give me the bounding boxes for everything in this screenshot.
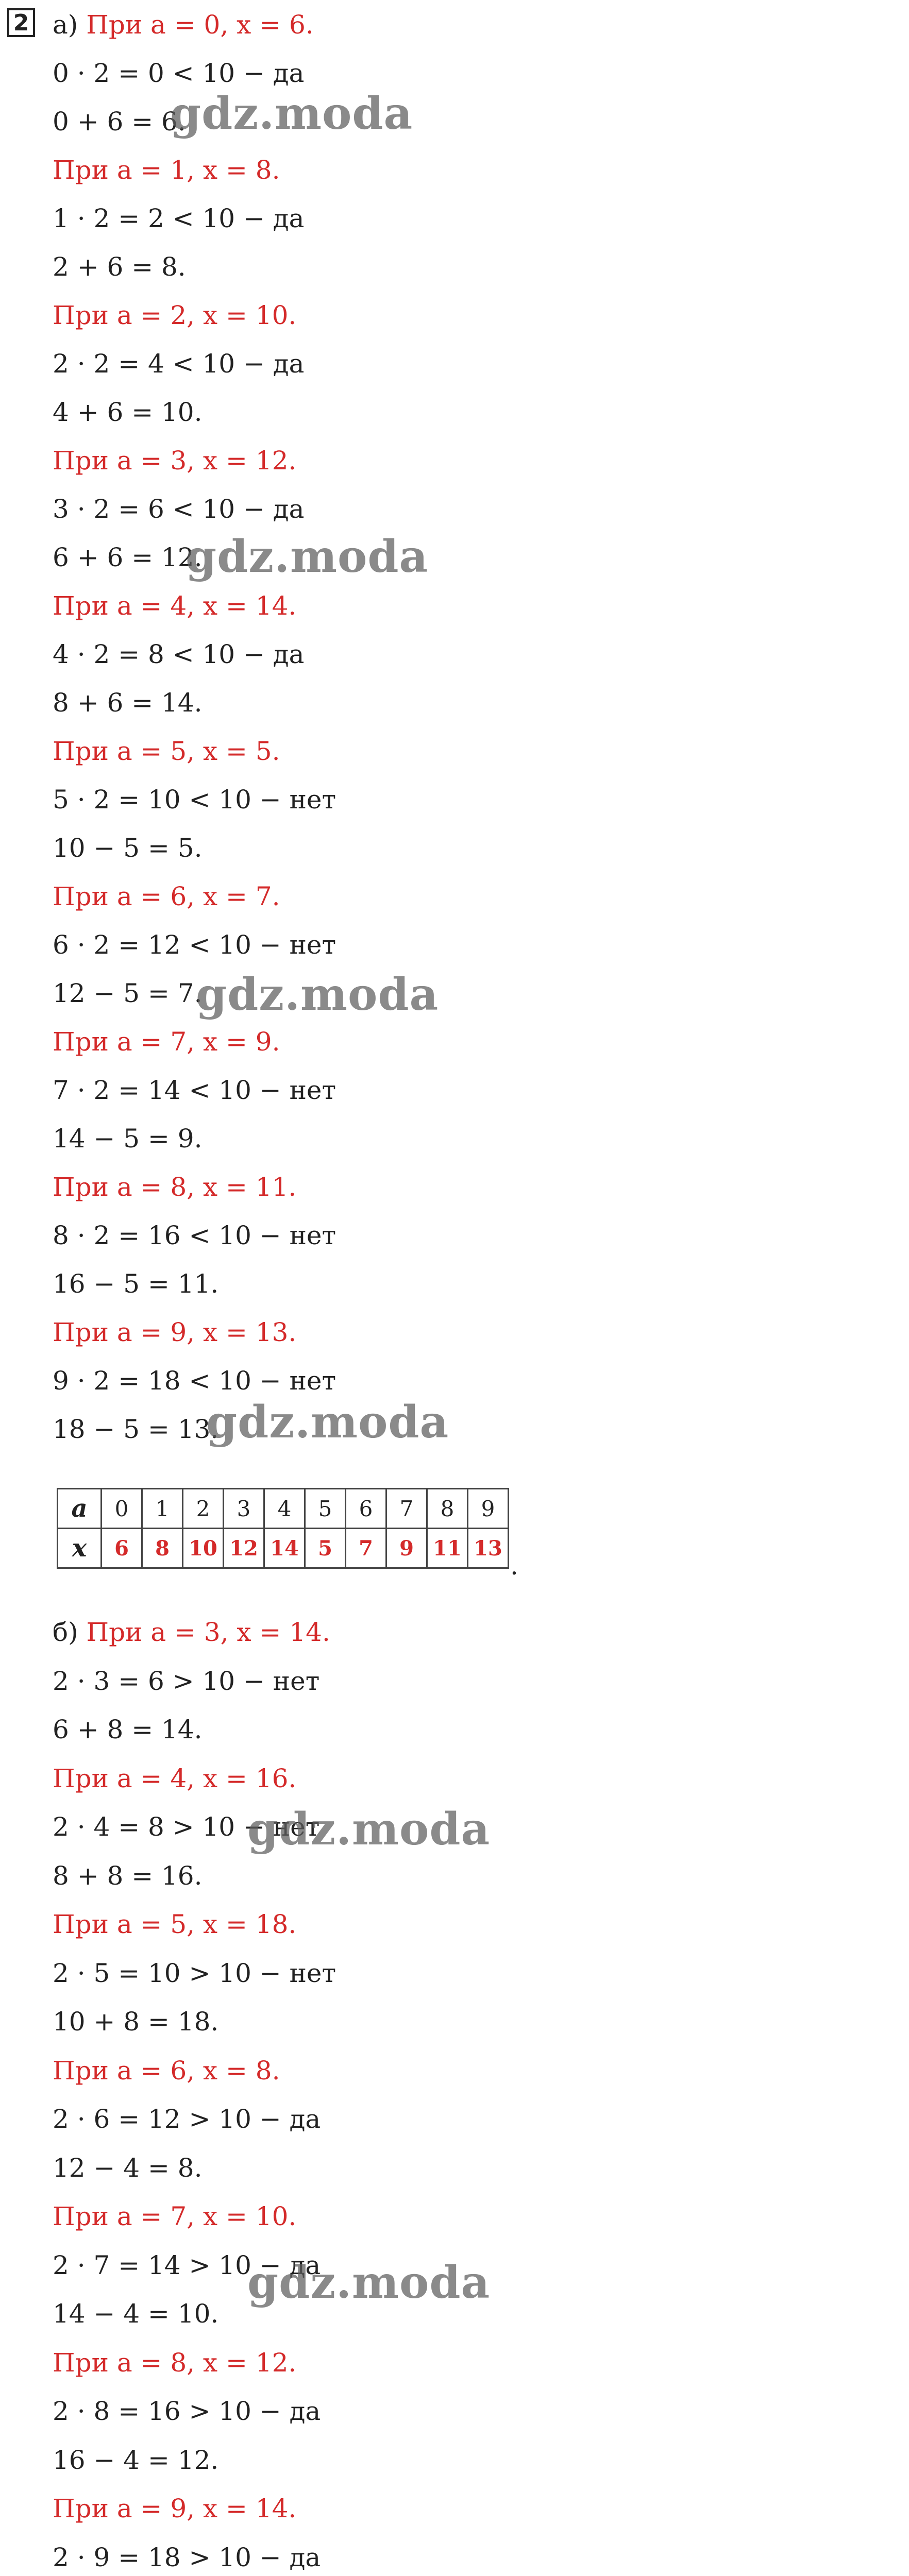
case-heading xyxy=(53,1763,296,1794)
table-cell-x: 5 xyxy=(305,1529,346,1568)
line-text: При a = 9, x = 13. xyxy=(53,1317,297,1347)
case-heading xyxy=(53,881,280,912)
table-cell-a: 1 xyxy=(142,1489,183,1529)
calc-line xyxy=(53,687,203,718)
table-cell-a: 5 xyxy=(305,1489,346,1529)
line-text: При a = 6, x = 8. xyxy=(53,2055,280,2086)
part-label: б) xyxy=(53,1617,87,1647)
calc-line xyxy=(53,929,336,960)
line-text: При a = 7, x = 10. xyxy=(53,2201,297,2231)
line-text: При a = 3, x = 14. xyxy=(86,1617,330,1647)
watermark: gdz.moda xyxy=(170,88,413,140)
calc-line xyxy=(53,2445,218,2476)
watermark: gdz.moda xyxy=(186,531,429,583)
line-text: 2 · 5 = 10 > 10 − нет xyxy=(53,1958,336,1988)
calc-line xyxy=(53,494,304,524)
calc-line xyxy=(53,833,203,863)
line-text: 0 + 6 = 6. xyxy=(53,107,186,137)
table-cell-x: 12 xyxy=(224,1529,264,1568)
watermark: gdz.moda xyxy=(247,1803,491,1855)
calc-line xyxy=(53,2006,218,2037)
watermark: gdz.moda xyxy=(206,1396,449,1448)
line-text: При a = 0, x = 6. xyxy=(86,10,314,40)
line-text: 0 · 2 = 0 < 10 − да xyxy=(53,58,305,88)
row-label-a: a xyxy=(58,1489,102,1529)
calc-line xyxy=(53,639,304,670)
calc-line xyxy=(53,1414,218,1445)
line-text: 16 − 5 = 11. xyxy=(53,1269,219,1299)
table-cell-x: 13 xyxy=(468,1529,509,1568)
line-text: 8 + 8 = 16. xyxy=(53,1860,203,1891)
table-cell-x: 11 xyxy=(427,1529,468,1568)
calc-line xyxy=(53,1365,336,1396)
calc-line xyxy=(53,784,336,815)
line-text: При a = 4, x = 14. xyxy=(53,591,297,621)
case-heading xyxy=(53,9,314,40)
table-cell-a: 9 xyxy=(468,1489,509,1529)
calc-line xyxy=(53,1220,336,1251)
table-row-x xyxy=(58,1529,509,1568)
line-text: 5 · 2 = 10 < 10 − нет xyxy=(53,785,336,815)
table-cell-a: 6 xyxy=(346,1489,386,1529)
line-text: 10 + 8 = 18. xyxy=(53,2007,219,2037)
case-heading xyxy=(53,155,280,185)
line-text: При a = 6, x = 7. xyxy=(53,882,280,911)
line-text: 6 · 2 = 12 < 10 − нет xyxy=(53,930,336,960)
calc-line xyxy=(53,1123,203,1154)
calc-line xyxy=(53,1666,319,1697)
line-text: 6 + 8 = 14. xyxy=(53,1715,203,1744)
case-heading xyxy=(53,1617,330,1648)
calc-line xyxy=(53,1075,336,1106)
line-text: 3 · 2 = 6 < 10 − да xyxy=(53,494,305,524)
table-cell-x: 6 xyxy=(102,1529,142,1568)
line-text: 6 + 6 = 12. xyxy=(53,543,203,572)
calc-line xyxy=(53,542,203,573)
line-text: При a = 7, x = 9. xyxy=(53,1027,280,1057)
calc-line xyxy=(53,2542,321,2573)
calc-line xyxy=(53,397,203,428)
line-text: 18 − 5 = 13. xyxy=(53,1414,219,1444)
calc-line xyxy=(53,2396,321,2427)
line-text: 9 · 2 = 18 < 10 − нет xyxy=(53,1366,336,1396)
calc-line xyxy=(53,106,186,137)
calc-line xyxy=(53,2298,218,2329)
line-text: 2 + 6 = 8. xyxy=(53,252,186,282)
calc-line xyxy=(53,58,304,89)
calc-line xyxy=(53,2153,203,2183)
table-cell-a: 3 xyxy=(224,1489,264,1529)
calc-line xyxy=(53,978,203,1009)
line-text: 4 · 2 = 8 < 10 − да xyxy=(53,639,305,669)
line-text: 8 + 6 = 14. xyxy=(53,688,203,718)
line-text: При a = 4, x = 16. xyxy=(53,1763,297,1793)
line-text: При a = 8, x = 12. xyxy=(53,2347,297,2378)
calc-line xyxy=(53,203,304,234)
line-text: 8 · 2 = 16 < 10 − нет xyxy=(53,1221,336,1250)
calc-line xyxy=(53,1268,218,1299)
line-text: 2 · 8 = 16 > 10 − да xyxy=(53,2396,321,2426)
case-heading xyxy=(53,300,296,331)
table-cell-a: 8 xyxy=(427,1489,468,1529)
case-heading xyxy=(53,2055,280,2086)
table-cell-a: 7 xyxy=(386,1489,427,1529)
line-text: При a = 9, x = 14. xyxy=(53,2494,297,2523)
table-cell-x: 8 xyxy=(142,1529,183,1568)
calc-line xyxy=(53,1714,203,1745)
case-heading xyxy=(53,1026,280,1057)
case-heading xyxy=(53,1172,296,1202)
line-text: 12 − 4 = 8. xyxy=(53,2153,203,2183)
line-text: 2 · 9 = 18 > 10 − да xyxy=(53,2542,321,2572)
watermark: gdz.moda xyxy=(196,969,439,1021)
line-text: 1 · 2 = 2 < 10 − да xyxy=(53,204,305,233)
table-a-trailing-dot: . xyxy=(510,1551,518,1581)
case-heading xyxy=(53,2493,296,2524)
line-text: При a = 1, x = 8. xyxy=(53,155,280,185)
case-heading xyxy=(53,1317,296,1348)
line-text: 2 · 3 = 6 > 10 − нет xyxy=(53,1666,320,1696)
calc-line xyxy=(53,1958,336,1989)
line-text: 7 · 2 = 14 < 10 − нет xyxy=(53,1075,336,1105)
table-cell-x: 10 xyxy=(183,1529,224,1568)
line-text: 2 · 7 = 14 > 10 − да xyxy=(53,2250,321,2280)
table-cell-x: 14 xyxy=(264,1529,305,1568)
line-text: 2 · 4 = 8 > 10 − нет xyxy=(53,1812,320,1842)
line-text: 16 − 4 = 12. xyxy=(53,2445,219,2475)
line-text: 4 + 6 = 10. xyxy=(53,397,203,427)
row-label-x: x xyxy=(58,1529,102,1568)
line-text: При a = 5, x = 18. xyxy=(53,1909,297,1939)
table-cell-a: 2 xyxy=(183,1489,224,1529)
part-label: а) xyxy=(53,10,87,40)
line-text: 14 − 5 = 9. xyxy=(53,1124,203,1154)
table-cell-x: 9 xyxy=(386,1529,427,1568)
line-text: При a = 8, x = 11. xyxy=(53,1172,297,1202)
case-heading xyxy=(53,1909,296,1940)
table-cell-x: 7 xyxy=(346,1529,386,1568)
case-heading xyxy=(53,445,296,476)
line-text: 2 · 6 = 12 > 10 − да xyxy=(53,2104,321,2134)
line-text: 2 · 2 = 4 < 10 − да xyxy=(53,349,305,379)
table-cell-a: 4 xyxy=(264,1489,305,1529)
line-text: 12 − 5 = 7. xyxy=(53,978,203,1008)
case-heading xyxy=(53,736,280,767)
case-heading xyxy=(53,2347,296,2378)
case-heading xyxy=(53,590,296,621)
calc-line xyxy=(53,2104,321,2134)
calc-line xyxy=(53,1860,203,1891)
line-text: При a = 2, x = 10. xyxy=(53,300,297,330)
values-table-a xyxy=(57,1488,509,1569)
table-cell-a: 0 xyxy=(102,1489,142,1529)
line-text: 14 − 4 = 10. xyxy=(53,2299,219,2329)
calc-line xyxy=(53,348,304,379)
watermark: gdz.moda xyxy=(247,2257,491,2309)
line-text: При a = 5, x = 5. xyxy=(53,736,280,766)
table-row-a xyxy=(58,1489,509,1529)
task-number-box: 2 xyxy=(7,8,35,37)
line-text: 10 − 5 = 5. xyxy=(53,833,203,863)
case-heading xyxy=(53,2201,296,2232)
line-text: При a = 3, x = 12. xyxy=(53,446,297,476)
calc-line xyxy=(53,251,186,282)
